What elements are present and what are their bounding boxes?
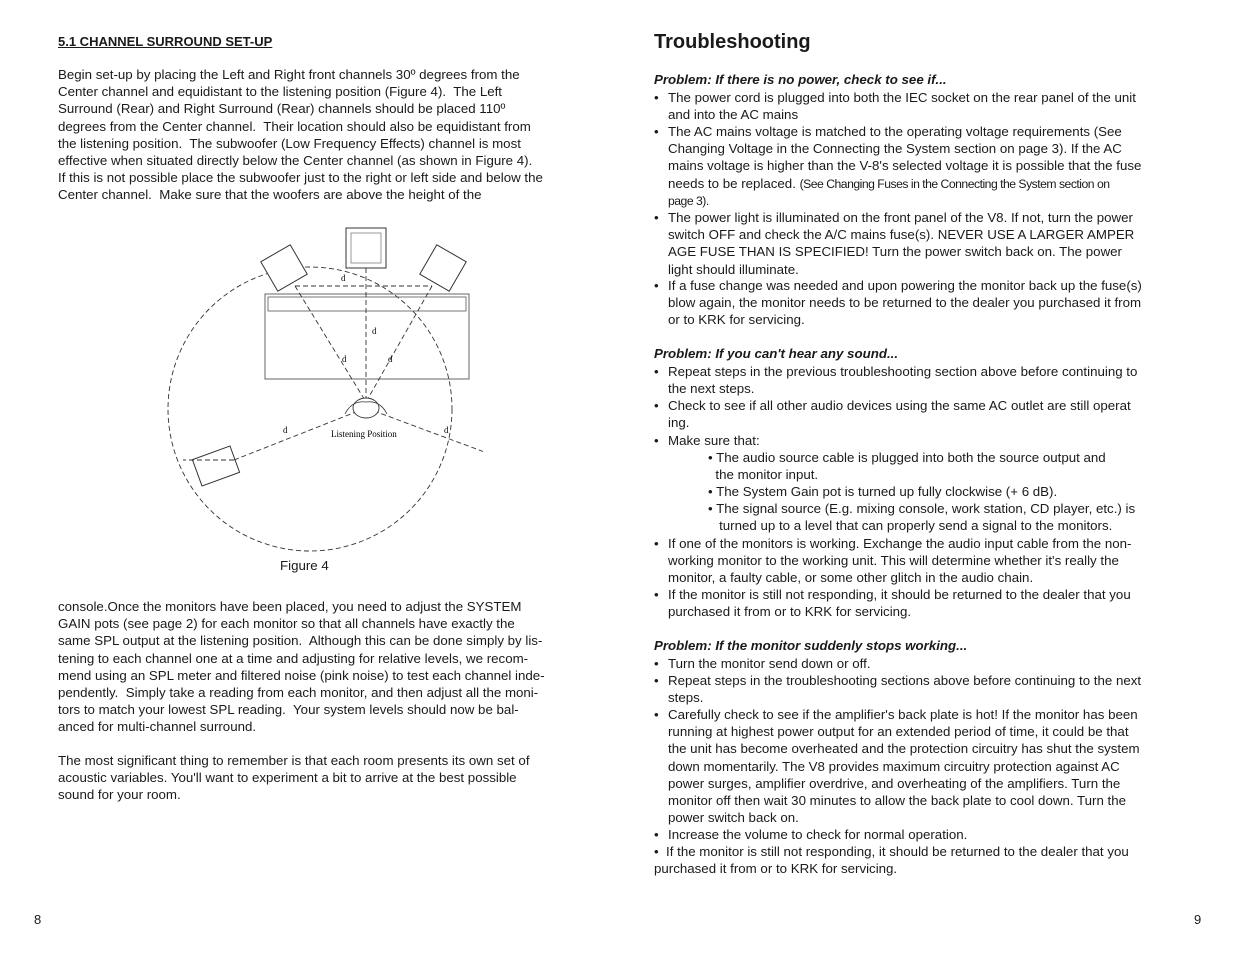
text-line: • The audio source cable is plugged into both the source output and (708, 450, 1106, 465)
text-line: the listening position. The subwoofer (Low Frequency Effects) channel is most (58, 135, 521, 151)
list-item-text: The AC mains voltage is matched to the operating voltage requirements (See Changing Voltage in the Connecting the System section on page 3). If the AC mains voltage is higher than the V-8's selected voltage it is possible that the fuse needs to be replaced. (See Changing Fuses in the Connecting the System section on page 3). (668, 124, 1142, 208)
text-line: pendently. Simply take a reading from each monitor, and then adjust all the moni- (58, 685, 539, 701)
text-line: monitor off then wait 30 minutes to allow the back plate to cool down. Turn the (668, 793, 1127, 809)
text-line: turned up to a level that can properly send a signal to the monitors. (708, 518, 1113, 534)
text-line: monitor, a faulty cable, or some other glitch in the audio chain. (668, 570, 1034, 586)
text-line: or to KRK for servicing. (668, 312, 805, 328)
text-line: Make sure that: (668, 433, 760, 448)
list-item-text (668, 209, 1134, 278)
text-line: sound for your room. (58, 787, 181, 803)
bullet: • (654, 587, 659, 602)
right-page (654, 0, 1184, 954)
text-line: switch OFF and check the A/C mains fuse(s). NEVER USE A LARGER AMPER (668, 227, 1135, 243)
bullet: • (654, 278, 659, 293)
text-line: If a fuse change was needed and upon powering the monitor back up the fuse(s) (668, 278, 1142, 293)
list-item-text (668, 89, 1136, 123)
text-line: tors to match your lowest SPL reading. Your system levels should now be bal- (58, 702, 519, 718)
list-item-text (668, 706, 1140, 826)
text-line: down momentarily. The V8 provides maximum circuitry protection against AC (668, 758, 1120, 774)
page-number-left: 8 (34, 912, 42, 927)
text-line: • The signal source (E.g. mixing console, work station, CD player, etc.) is (708, 501, 1136, 516)
bullet: • (654, 827, 659, 842)
text-line: purchased it from or to KRK for servicing. (654, 861, 898, 877)
listener-head (353, 398, 379, 418)
bullet: • (654, 673, 659, 688)
bullet: • (654, 433, 659, 448)
text-line: Begin set-up by placing the Left and Right front channels 30º degrees from the (58, 67, 520, 82)
text-line: Turn the monitor send down or off. (668, 656, 871, 671)
list-item-text (668, 397, 1131, 431)
text-line: steps. (668, 690, 704, 706)
list-item-text (668, 826, 967, 843)
bullet: • (654, 124, 659, 139)
final-list-item (654, 843, 1129, 877)
left-page (58, 0, 580, 954)
page-number-right: 9 (1194, 912, 1202, 927)
text-line: The most significant thing to remember is that each room presents its own set of (58, 753, 530, 768)
text-line: power surges, amplifier overdrive, and overheating of the amplifiers. Turn the (668, 775, 1121, 791)
text-line: ing. (668, 415, 690, 431)
text-line: GAIN pots (see page 2) for each monitor so that all channels have exactly the (58, 616, 515, 632)
list-item-text (668, 363, 1137, 397)
text-line: Repeat steps in the troubleshooting sections above before continuing to the next (668, 673, 1142, 688)
distance-label: d (283, 425, 288, 435)
distance-label: d (388, 354, 393, 364)
text-line: Carefully check to see if the amplifier's back plate is hot! If the monitor has been (668, 707, 1138, 722)
distance-label: d (341, 273, 346, 283)
text-line: light should illuminate. (668, 261, 799, 277)
distance-label: d (342, 354, 347, 364)
text-line: The power light is illuminated on the front panel of the V8. If not, turn the power (668, 210, 1133, 225)
text-line: anced for multi-channel surround. (58, 719, 257, 735)
page-title: Troubleshooting (654, 31, 811, 53)
figure-4-diagram (138, 224, 483, 558)
list-item-text (668, 535, 1131, 587)
problem-heading-sound: Problem: If you can't hear any sound... (654, 346, 899, 361)
bullet: • (654, 90, 659, 105)
distance-label: d (444, 425, 449, 435)
text-line: blow again, the monitor needs to be returned to the dealer you purchased it from (668, 295, 1142, 311)
bullet: • (654, 364, 659, 379)
text-line: If this is not possible place the subwoofer just to the right or left side and below the (58, 170, 543, 186)
text-line: same SPL output at the listening position. Although this can be done simply by lis- (58, 633, 543, 649)
list-item-text (668, 586, 1131, 620)
list-item-text (668, 655, 871, 672)
text-line: the next steps. (668, 381, 755, 397)
sub-list-item (708, 483, 1057, 500)
text-line: acoustic variables. You'll want to experiment a bit to arrive at the best possible (58, 770, 517, 786)
problem-heading-power: Problem: If there is no power, check to see if... (654, 72, 947, 87)
figure-caption: Figure 4 (280, 558, 329, 573)
section-heading: 5.1 CHANNEL SURROUND SET-UP (58, 34, 273, 49)
text-line: power switch back on. (668, 810, 799, 826)
text-line: purchased it from or to KRK for servicing. (668, 604, 912, 620)
sub-list-item (708, 500, 1135, 534)
text-line: console.Once the monitors have been placed, you need to adjust the SYSTEM (58, 599, 522, 614)
text-line: If one of the monitors is working. Exchange the audio input cable from the non- (668, 536, 1132, 551)
text-line: Center channel and equidistant to the listening position (Figure 4). The Left (58, 84, 502, 100)
list-item-text (668, 672, 1141, 706)
text-line: the monitor input. (708, 467, 819, 483)
text-line: The power cord is plugged into both the IEC socket on the rear panel of the unit (668, 90, 1136, 105)
list-item-text (668, 277, 1142, 329)
sub-list-item (708, 449, 1106, 483)
text-line: the unit has become overheated and the protection circuitry has shut the system (668, 741, 1140, 757)
gain-paragraph (58, 598, 545, 736)
text-line: Increase the volume to check for normal operation. (668, 827, 968, 842)
text-line: Surround (Rear) and Right Surround (Rear) channels should be placed 110º (58, 101, 506, 117)
intro-paragraph (58, 66, 543, 204)
text-line: • The System Gain pot is turned up fully clockwise (+ 6 dB). (708, 484, 1058, 499)
text-line: tening to each channel one at a time and adjusting for relative levels, we recom- (58, 650, 529, 666)
center-speaker (346, 228, 386, 268)
text-line: degrees from the Center channel. Their location should also be equidistant from (58, 118, 531, 134)
text-line: • If the monitor is still not responding, it should be returned to the dealer that you (654, 844, 1129, 859)
text-line: Repeat steps in the previous troubleshooting section above before continuing to (668, 364, 1138, 379)
problem-heading-stops: Problem: If the monitor suddenly stops working... (654, 638, 968, 653)
text-line: If the monitor is still not responding, it should be returned to the dealer that you (668, 587, 1131, 602)
distance-label: d (372, 326, 377, 336)
text-line: effective when situated directly below the Center channel (as shown in Figure 4). (58, 153, 533, 169)
text-line: Check to see if all other audio devices using the same AC outlet are still operat (668, 398, 1131, 413)
listening-position-label: Listening Position (331, 429, 397, 439)
list-item-text (668, 432, 760, 449)
text-line: running at highest power output for an extended period of time, it could be that (668, 724, 1129, 740)
bullet: • (654, 656, 659, 671)
bullet: • (654, 398, 659, 413)
text-line: AGE FUSE THAN IS SPECIFIED! Turn the power switch back on. The power (668, 244, 1122, 260)
bullet: • (654, 536, 659, 551)
text-line: mend using an SPL meter and filtered noise (pink noise) to test each channel inde- (58, 667, 545, 683)
closing-paragraph (58, 752, 530, 804)
text-line: working monitor to the working unit. This will determine whether it's really the (668, 553, 1119, 569)
bullet: • (654, 707, 659, 722)
text-line: and into the AC mains (668, 107, 799, 123)
bullet: • (654, 210, 659, 225)
text-line: Center channel. Make sure that the woofers are above the height of the (58, 187, 482, 203)
